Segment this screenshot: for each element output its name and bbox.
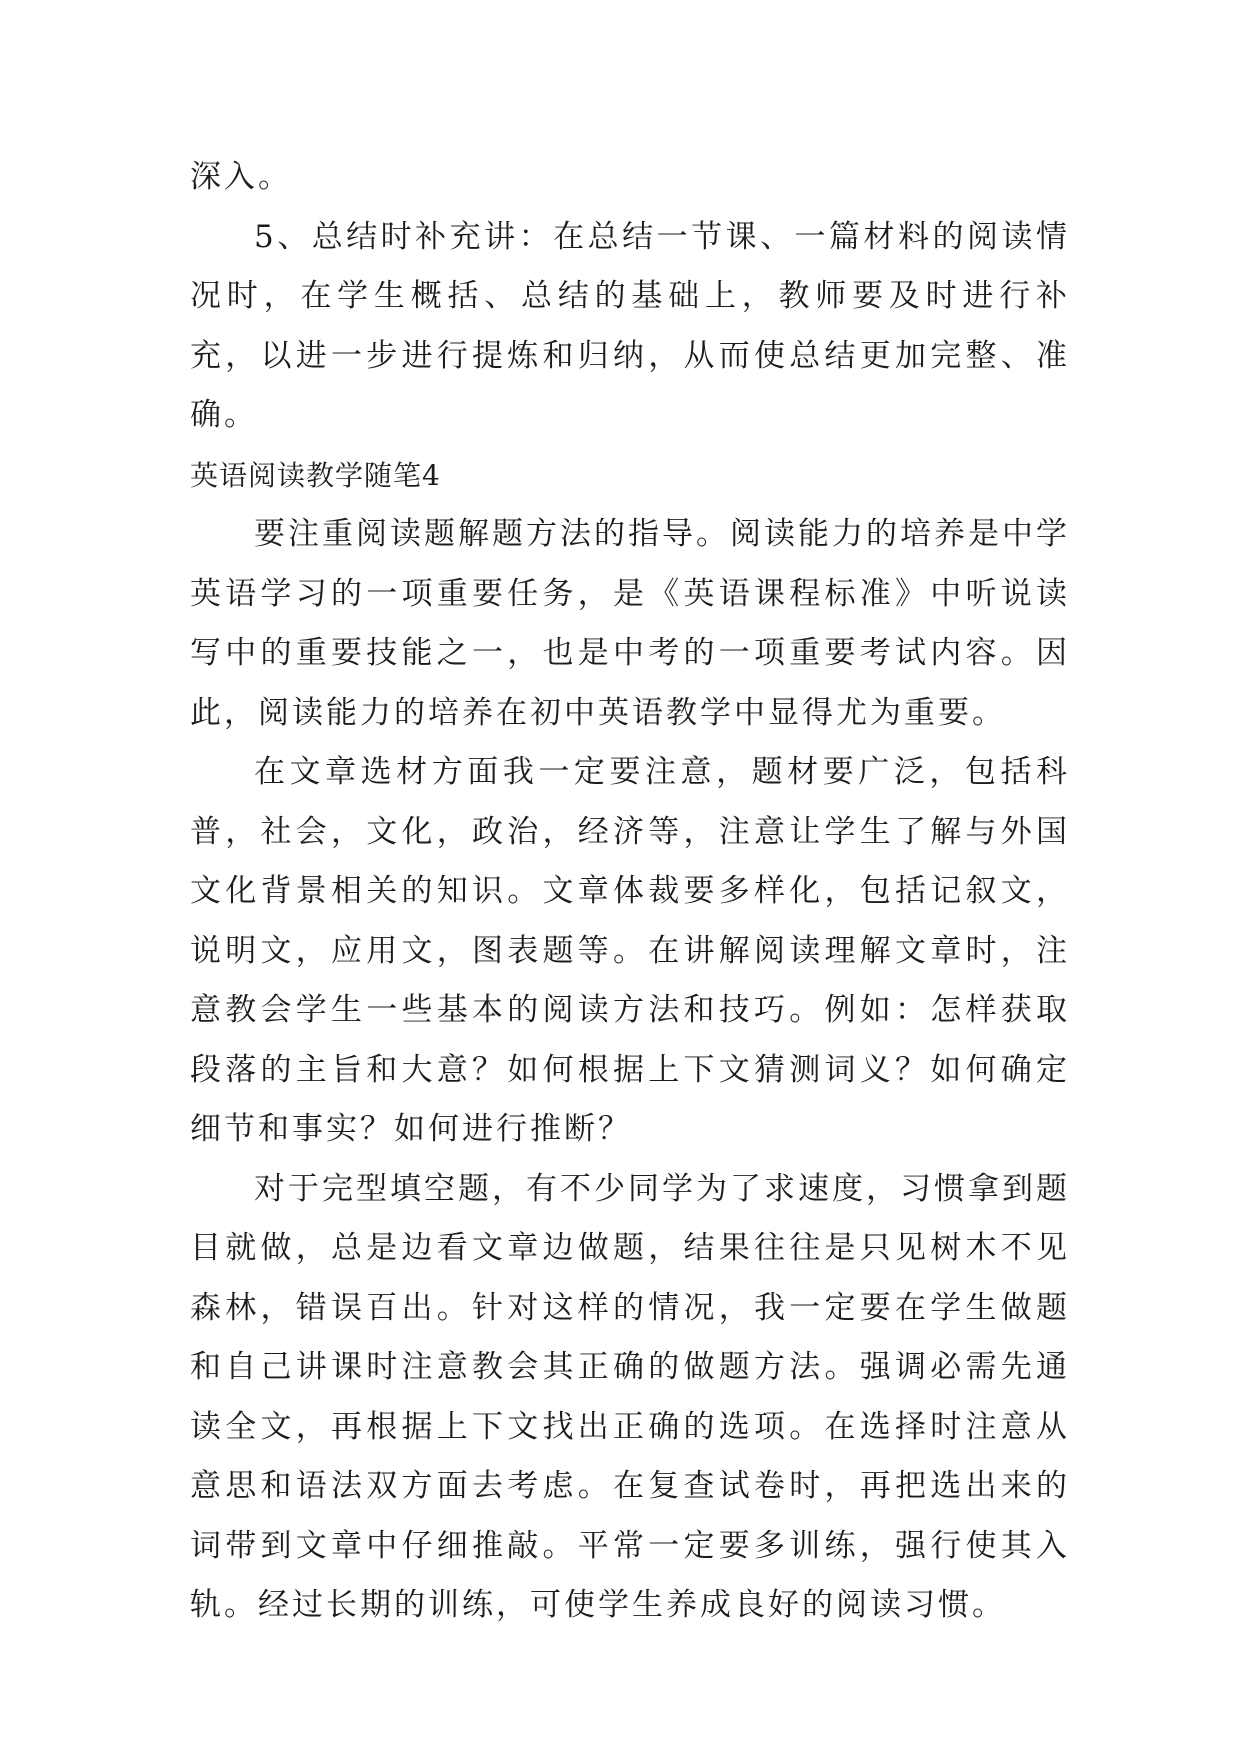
paragraph-summary-tip: 5、总结时补充讲：在总结一节课、一篇材料的阅读情况时，在学生概括、总结的基础上，教师要及时进行补充，以进一步进行提炼和归纳，从而使总结更加完整、准确。 <box>190 218 1070 433</box>
document-page <box>190 148 1070 1636</box>
paragraph-continuation: 深入。 <box>190 159 292 195</box>
section-heading: 英语阅读教学随笔4 <box>190 458 441 492</box>
paragraph-material-selection: 在文章选材方面我一定要注意，题材要广泛，包括科普，社会，文化，政治，经济等，注意让学生了解与外国文化背景相关的知识。文章体裁要多样化，包括记叙文，说明文，应用文，图表题等。在讲解阅读理解文章时，注意教会学生一些基本的阅读方法和技巧。例如：怎样获取段落的主旨和大意？如何根据上下文猜测词义？如何确定细节和事实？如何进行推断？ <box>190 754 1070 1147</box>
paragraph-cloze-test: 对于完型填空题，有不少同学为了求速度，习惯拿到题目就做，总是边看文章边做题，结果往往是只见树木不见森林，错误百出。针对这样的情况，我一定要在学生做题和自己讲课时注意教会其正确的做题方法。强调必需先通读全文，再根据上下文找出正确的选项。在选择时注意从意思和语法双方面去考虑。在复查试卷时，再把选出来的词带到文章中仔细推敲。平常一定要多训练，强行使其入轨。经过长期的训练，可使学生养成良好的阅读习惯。 <box>190 1170 1070 1623</box>
paragraph-reading-methods: 要注重阅读题解题方法的指导。阅读能力的培养是中学英语学习的一项重要任务，是《英语课程标准》中听说读写中的重要技能之一，也是中考的一项重要考试内容。因此，阅读能力的培养在初中英语教学中显得尤为重要。 <box>190 516 1070 731</box>
